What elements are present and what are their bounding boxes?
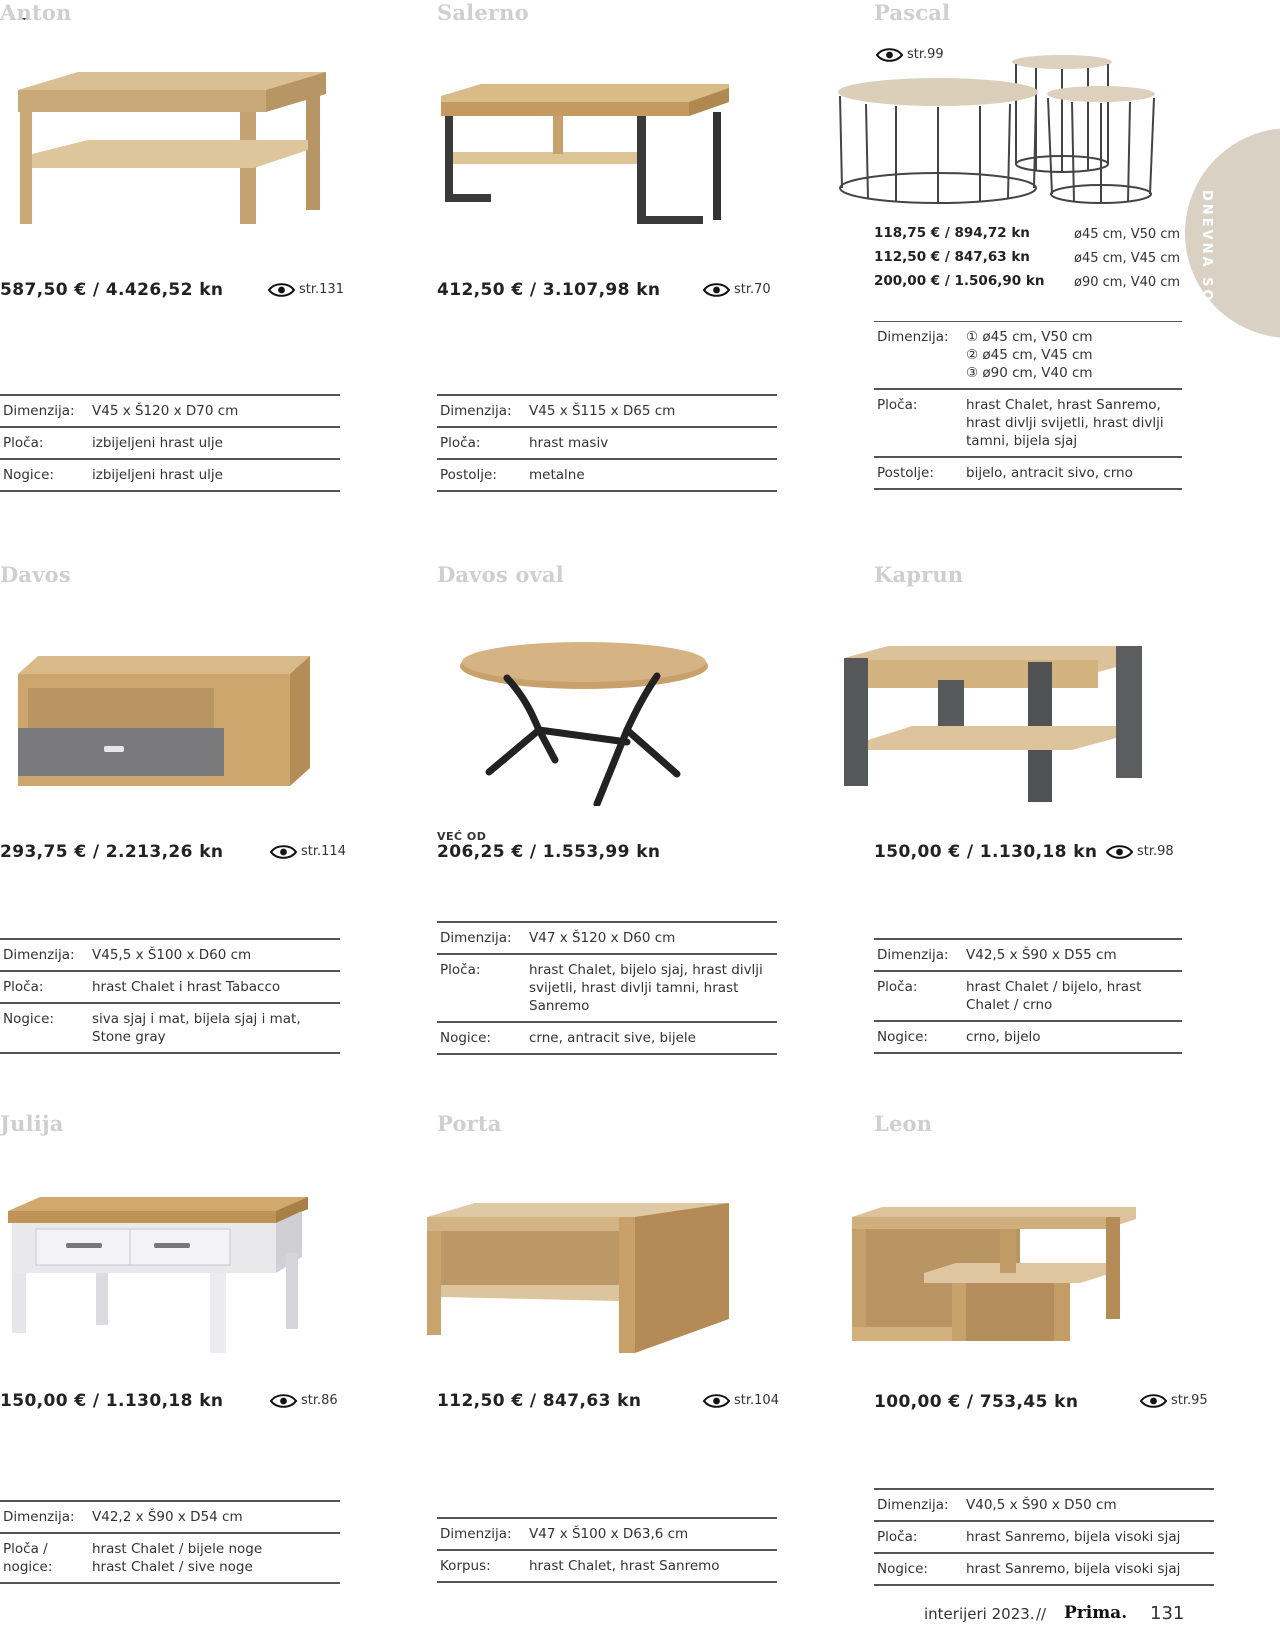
spec-label: Ploča: — [877, 979, 918, 995]
product-name: Davos oval — [437, 562, 564, 587]
page-reference-label: str.95 — [1171, 1393, 1208, 1408]
page-reference[interactable] — [270, 1393, 338, 1408]
spec-label: Ploča: — [440, 435, 481, 451]
product-price: 150,00 € / 1.130,18 kn — [0, 1391, 224, 1411]
eye-icon — [270, 1394, 297, 1408]
product-pascal — [874, 0, 1214, 500]
spec-value: hrast masiv — [529, 435, 609, 451]
spec-table — [874, 938, 1182, 1054]
spec-label: Dimenzija: — [877, 1497, 949, 1513]
spec-row — [874, 1554, 1214, 1586]
spec-value: bijelo, antracit sivo, crno — [966, 465, 1133, 481]
variant-list — [874, 225, 1180, 289]
spec-row — [437, 1551, 777, 1583]
page-reference[interactable] — [270, 844, 346, 859]
spec-value: hrast Chalet, hrast Sanremo, hrast divlji svijetli, hrast divlji tamni, bijela sjaj — [966, 397, 1164, 449]
product-porta — [437, 1111, 777, 1611]
spec-value: V45 x Š120 x D70 cm — [92, 403, 239, 419]
spec-value: hrast Sanremo, bijela visoki sjaj — [966, 1561, 1181, 1577]
spec-value: izbijeljeni hrast ulje — [92, 435, 223, 451]
product-image — [852, 1207, 1138, 1347]
variant-price: 112,50 € / 847,63 kn — [874, 249, 1030, 265]
spec-row — [0, 940, 340, 972]
product-image — [8, 68, 328, 228]
spec-row — [0, 1004, 340, 1054]
spec-row — [437, 1023, 777, 1055]
section-tab-line2: SOBA — [1199, 277, 1214, 330]
spec-row — [874, 940, 1182, 972]
page-reference-label: str.114 — [301, 844, 346, 859]
eye-icon — [703, 1394, 730, 1408]
product-name: Julija — [0, 1111, 64, 1136]
product-name: Davos — [0, 562, 71, 587]
spec-label: Nogice: — [3, 1011, 54, 1027]
spec-row — [874, 1522, 1214, 1554]
spec-value: ① ø45 cm, V50 cm ② ø45 cm, V45 cm ③ ø90 cm, V40 cm — [966, 329, 1093, 381]
spec-row — [0, 460, 340, 492]
spec-label: Nogice: — [877, 1029, 928, 1045]
spec-row — [874, 458, 1182, 490]
spec-value: crne, antracit sive, bijele — [529, 1030, 696, 1046]
variant-price: 118,75 € / 894,72 kn — [874, 225, 1030, 241]
spec-value: V47 x Š120 x D60 cm — [529, 930, 676, 946]
spec-label: Ploča: — [440, 962, 481, 978]
product-name: Kaprun — [874, 562, 964, 587]
spec-row — [437, 955, 777, 1023]
spec-row — [437, 1519, 777, 1551]
product-image — [4, 1197, 310, 1353]
page-reference[interactable] — [1106, 844, 1174, 859]
product-davos — [0, 562, 346, 1062]
spec-row — [0, 1502, 340, 1534]
spec-value: hrast Chalet, bijelo sjaj, hrast divlji svijetli, hrast divlji tamni, hrast Sanremo — [529, 962, 763, 1014]
spec-label: Dimenzija: — [3, 947, 75, 963]
spec-value: hrast Chalet, hrast Sanremo — [529, 1558, 720, 1574]
spec-label: Nogice: — [440, 1030, 491, 1046]
spec-row — [437, 923, 777, 955]
product-salerno — [437, 0, 777, 500]
spec-row — [874, 972, 1182, 1022]
spec-table — [0, 394, 340, 492]
spec-value: izbijeljeni hrast ulje — [92, 467, 223, 483]
spec-row — [874, 1490, 1214, 1522]
spec-value: V47 x Š100 x D63,6 cm — [529, 1526, 689, 1542]
product-image — [842, 646, 1150, 802]
spec-label: Dimenzija: — [440, 930, 512, 946]
product-julija — [0, 1111, 340, 1611]
spec-value: hrast Chalet / bijelo, hrast Chalet / crno — [966, 979, 1142, 1013]
spec-row — [0, 1534, 340, 1584]
spec-label: Dimenzija: — [440, 403, 512, 419]
spec-label: Dimenzija: — [3, 1509, 75, 1525]
price-prefix: VEĆ OD — [437, 830, 487, 843]
spec-row — [0, 396, 340, 428]
product-image — [427, 1203, 731, 1353]
spec-row — [874, 1022, 1182, 1054]
spec-label: Dimenzija: — [877, 329, 949, 345]
page-number: 131 — [1150, 1603, 1185, 1624]
spec-label: Dimenzija: — [440, 1526, 512, 1542]
spec-value: V42,2 x Š90 x D54 cm — [92, 1509, 243, 1525]
variant-row — [874, 273, 1180, 289]
page-reference-label: str.104 — [734, 1393, 779, 1408]
spec-label: Ploča: — [3, 435, 44, 451]
variant-dimension: ø90 cm, V40 cm — [1074, 275, 1181, 290]
spec-value: V45,5 x Š100 x D60 cm — [92, 947, 252, 963]
spec-row — [0, 428, 340, 460]
spec-table — [0, 938, 340, 1054]
footer-separator: // — [1036, 1605, 1047, 1623]
spec-value: crno, bijelo — [966, 1029, 1041, 1045]
spec-value: V40,5 x Š90 x D50 cm — [966, 1497, 1117, 1513]
spec-label: Dimenzija: — [877, 947, 949, 963]
spec-table — [874, 1488, 1214, 1586]
spec-table — [874, 321, 1182, 490]
product-price: 587,50 € / 4.426,52 kn — [0, 280, 224, 300]
page-reference[interactable] — [268, 282, 344, 297]
variant-price: 200,00 € / 1.506,90 kn — [874, 273, 1045, 289]
product-image — [459, 642, 709, 806]
spec-label: Dimenzija: — [3, 403, 75, 419]
product-name: Pascal — [874, 0, 951, 25]
product-price: 100,00 € / 753,45 kn — [874, 1392, 1079, 1412]
spec-value: metalne — [529, 467, 585, 483]
eye-icon — [268, 283, 295, 297]
spec-row — [0, 972, 340, 1004]
product-name: Leon — [874, 1111, 933, 1136]
product-price: 412,50 € / 3.107,98 kn — [437, 280, 661, 300]
product-image — [18, 656, 314, 796]
spec-table — [437, 921, 777, 1055]
product-price: 112,50 € / 847,63 kn — [437, 1391, 642, 1411]
product-name: Anton — [0, 0, 72, 25]
spec-label: Ploča / nogice: — [3, 1541, 53, 1575]
spec-label: Nogice: — [877, 1561, 928, 1577]
variant-dimension: ø45 cm, V45 cm — [1074, 251, 1181, 266]
spec-value: V42,5 x Š90 x D55 cm — [966, 947, 1117, 963]
spec-table — [0, 1500, 340, 1584]
spec-value: hrast Chalet i hrast Tabacco — [92, 979, 281, 995]
spec-value: hrast Sanremo, bijela visoki sjaj — [966, 1529, 1181, 1545]
variant-row — [874, 249, 1180, 265]
product-name: Salerno — [437, 0, 529, 25]
page-reference[interactable] — [703, 1393, 779, 1408]
variant-row — [874, 225, 1180, 241]
eye-icon — [270, 845, 297, 859]
product-leon — [874, 1111, 1214, 1611]
product-kaprun — [874, 562, 1214, 1062]
footer-brand: Prima. — [1064, 1603, 1128, 1623]
product-name: Porta — [437, 1111, 502, 1136]
spec-value: hrast Chalet / bijele noge hrast Chalet / sive noge — [92, 1541, 263, 1575]
spec-label: Postolje: — [440, 467, 497, 483]
variant-dimension: ø45 cm, V50 cm — [1074, 227, 1181, 242]
spec-row — [874, 322, 1182, 390]
spec-table — [437, 394, 777, 492]
page-reference-label: str.70 — [734, 282, 771, 297]
product-anton — [0, 0, 344, 500]
spec-row — [437, 396, 777, 428]
product-price: 293,75 € / 2.213,26 kn — [0, 842, 224, 862]
spec-table — [437, 1517, 777, 1583]
spec-label: Nogice: — [3, 467, 54, 483]
product-image — [441, 84, 731, 229]
spec-label: Ploča: — [877, 397, 918, 413]
spec-row — [437, 428, 777, 460]
eye-icon — [1140, 1394, 1167, 1408]
eye-icon — [1106, 845, 1133, 859]
page-reference-label: str.99 — [907, 47, 944, 62]
spec-label: Korpus: — [440, 1558, 491, 1574]
page-reference-label: str.131 — [299, 282, 344, 297]
product-price: 206,25 € / 1.553,99 kn — [437, 842, 661, 862]
page-reference-label: str.86 — [301, 1393, 338, 1408]
page-reference-label: str.98 — [1137, 844, 1174, 859]
page-reference[interactable] — [703, 282, 771, 297]
product-image — [836, 52, 1176, 208]
product-davos-oval — [437, 562, 777, 1062]
spec-row — [874, 390, 1182, 458]
spec-label: Ploča: — [877, 1529, 918, 1545]
spec-label: Postolje: — [877, 465, 934, 481]
footer-text: interijeri 2023. — [924, 1605, 1035, 1623]
spec-row — [437, 460, 777, 492]
eye-icon — [703, 283, 730, 297]
product-price: 150,00 € / 1.130,18 kn — [874, 842, 1098, 862]
page-reference[interactable] — [1140, 1393, 1208, 1408]
spec-label: Ploča: — [3, 979, 44, 995]
section-tab-line1: DNEVNA — [1199, 190, 1214, 270]
spec-value: V45 x Š115 x D65 cm — [529, 403, 676, 419]
spec-value: siva sjaj i mat, bijela sjaj i mat, Stone gray — [92, 1011, 301, 1045]
